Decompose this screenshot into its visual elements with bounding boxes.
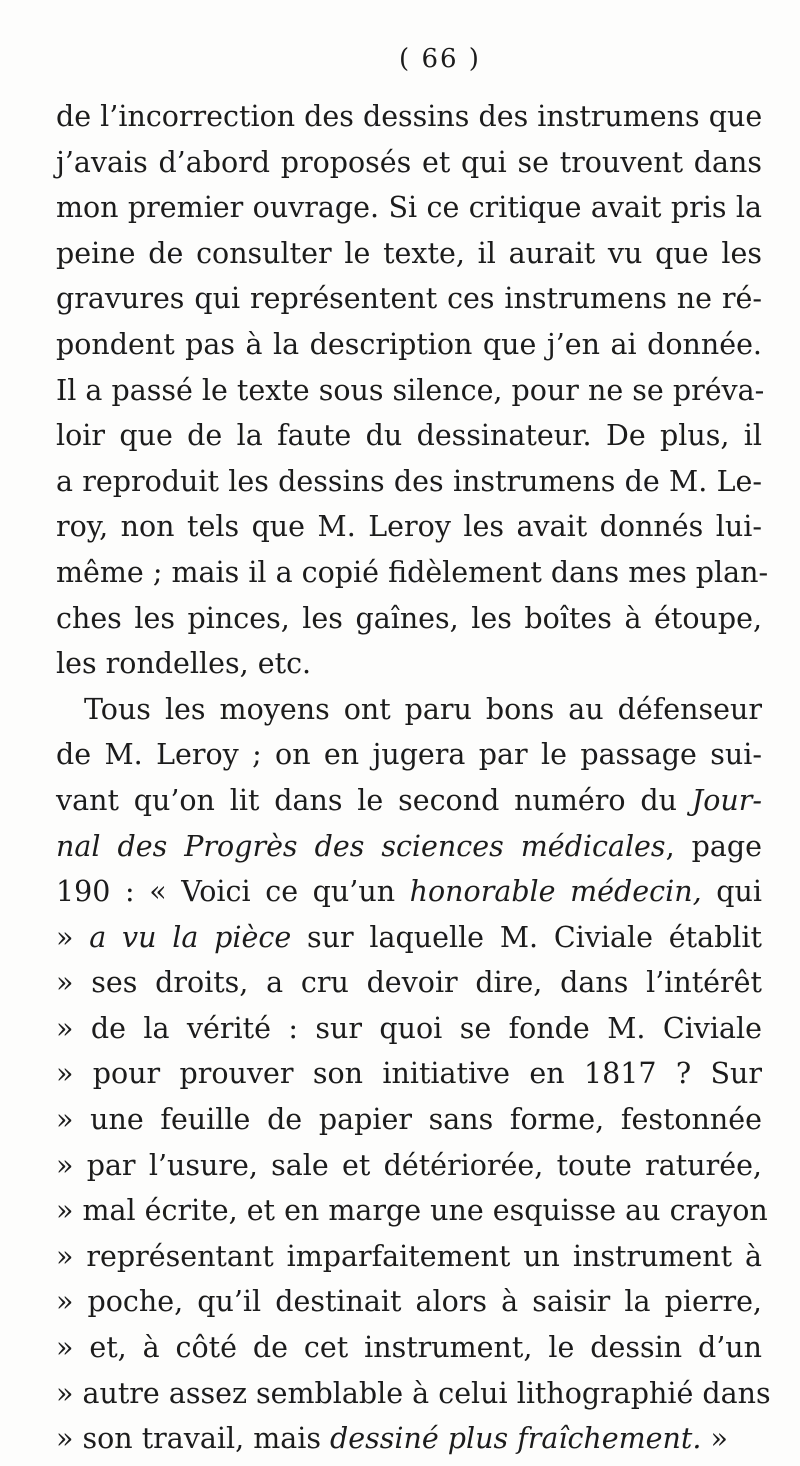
text-span: » (701, 1422, 728, 1456)
text-line (56, 1416, 762, 1462)
text-line: loir que de la faute du dessinateur. De plus, il (56, 419, 762, 453)
text-line: » représentant imparfaitement un instrument à (56, 1239, 762, 1273)
text-line (56, 869, 762, 915)
text-line: Tous les moyens ont paru bons au défenseur (84, 692, 762, 726)
text-line (56, 824, 762, 870)
text-line: » poche, qu’il destinait alors à saisir la pierre, (56, 1285, 762, 1319)
italic-text: a vu la pièce (89, 920, 292, 954)
text-line: de l’incorrection des dessins des instrumens que (56, 100, 763, 133)
text-span: 190 : « Voici ce qu’un (56, 875, 410, 909)
text-line: pondent pas à la description que j’en ai donnée. (56, 327, 762, 361)
text-line (56, 778, 762, 824)
page-number: ( 66 ) (399, 44, 481, 74)
italic-text: dessiné plus fraîchement. (330, 1422, 702, 1456)
text-span: , page (665, 829, 762, 863)
italic-text: Jour- (691, 783, 762, 817)
italic-text: honorable médecin, (409, 875, 702, 909)
text-line: » et, à côté de cet instrument, le dessin d’un (56, 1331, 762, 1365)
text-line: » mal écrite, et en marge une esquisse au crayon (56, 1194, 768, 1228)
text-line: j’avais d’abord proposés et qui se trouvent dans (56, 145, 762, 179)
text-line: ches les pinces, les gaînes, les boîtes à étoupe, (56, 601, 762, 635)
text-line: » pour prouver son initiative en 1817 ? Sur (56, 1057, 762, 1091)
text-line: mon premier ouvrage. Si ce critique avait pris la (56, 191, 762, 225)
text-span: » son travail, mais (56, 1422, 331, 1456)
text-span: qui (701, 875, 762, 909)
text-line: » ses droits, a cru devoir dire, dans l’intérêt (56, 966, 762, 1000)
text-span: sur laquelle M. Civiale établit (291, 920, 762, 954)
text-line: gravures qui représentent ces instrumens ne ré- (56, 282, 762, 316)
text-line: » par l’usure, sale et détériorée, toute raturée, (56, 1148, 762, 1182)
text-line: les rondelles, etc. (56, 647, 312, 681)
text-line: même ; mais il a copié fidèlement dans mes plan- (56, 555, 769, 589)
text-line: Il a passé le texte sous silence, pour ne se préva- (56, 373, 765, 407)
text-line: » de la vérité : sur quoi se fonde M. Civiale (56, 1011, 762, 1045)
body-text (56, 94, 771, 1462)
text-line: » une feuille de papier sans forme, festonnée (56, 1103, 762, 1137)
text-line: peine de consulter le texte, il aurait vu que les (56, 236, 762, 270)
text-span: » (56, 920, 90, 954)
text-line: » autre assez semblable à celui lithographié dans (56, 1376, 771, 1410)
text-line (56, 915, 762, 961)
text-line: a reproduit les dessins des instrumens de M. Le- (56, 464, 762, 498)
text-line: de M. Leroy ; on en jugera par le passage sui- (56, 738, 762, 772)
text-line: roy, non tels que M. Leroy les avait donnés lui- (56, 510, 762, 544)
text-span: vant qu’on lit dans le second numéro du (56, 783, 692, 817)
italic-text: nal des Progrès des sciences médicales (56, 829, 666, 863)
